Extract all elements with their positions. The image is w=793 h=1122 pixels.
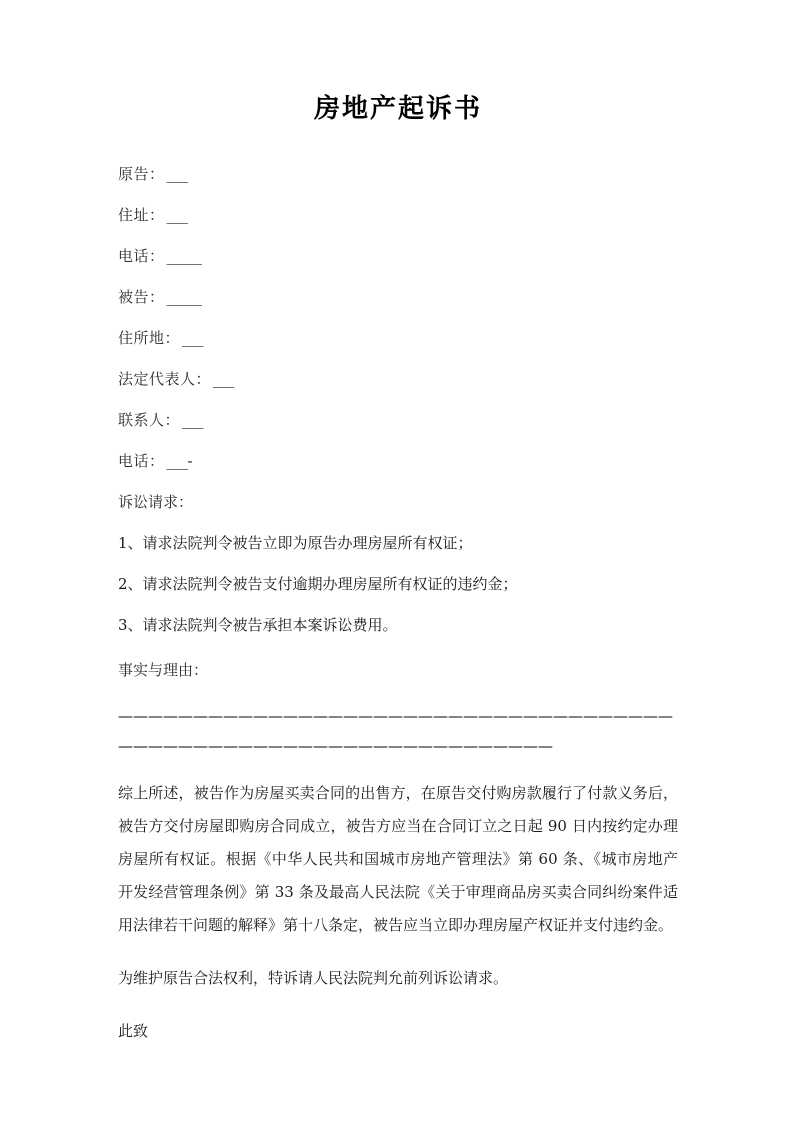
document-content bbox=[118, 0, 678, 1048]
field-label-legal-representative: 法定代表人： bbox=[118, 370, 212, 388]
field-label-plaintiff-phone: 电话： bbox=[118, 247, 165, 265]
field-label-contact-phone: 电话： bbox=[118, 452, 165, 470]
field-label-plaintiff-address: 住址： bbox=[118, 206, 165, 224]
field-label-defendant-address: 住所地： bbox=[118, 329, 181, 347]
body-paragraph: 综上所述，被告作为房屋买卖合同的出售方，在原告交付购房款履行了付款义务后，被告方交付房屋即购房合同成立，被告方应当在合同订立之日起 90 日内按约定办理房屋所有权证。根据《中华人民共和国城市房地产管理法》第 60 条、《城市房地产开发经营管理条例》第 33 条及最高人民法院《关于审理商品房买卖合同纠纷案件适用法律若干问题的解释》第十八条定，被告应当立即办理房屋产权证并支付违约金。 bbox=[118, 784, 678, 934]
page-title: 房地产起诉书 bbox=[313, 94, 482, 124]
claims-heading: 诉讼请求： bbox=[118, 493, 194, 511]
request-paragraph: 为维护原告合法权利，特诉请人民法院判允前列诉讼请求。 bbox=[118, 969, 509, 987]
field-blank-legal-representative[interactable]: ___ bbox=[213, 370, 235, 388]
list-item: 3、请求法院判令被告承担本案诉讼费用。 bbox=[118, 616, 398, 634]
field-row-plaintiff-phone bbox=[118, 236, 678, 277]
field-blank-defendant[interactable]: _____ bbox=[166, 288, 202, 306]
field-blank-contact-phone[interactable]: ___- bbox=[166, 452, 193, 470]
field-blank-plaintiff-phone[interactable]: _____ bbox=[166, 247, 202, 265]
field-blank-contact-person[interactable]: ___ bbox=[182, 411, 204, 429]
field-label-plaintiff: 原告： bbox=[118, 165, 165, 183]
field-blank-plaintiff-address[interactable]: ___ bbox=[166, 206, 188, 224]
list-item: 1、请求法院判令被告立即为原告办理房屋所有权证； bbox=[118, 534, 473, 552]
field-row-plaintiff-address bbox=[118, 195, 678, 236]
field-row-contact-person bbox=[118, 400, 678, 441]
party-fields-block bbox=[118, 154, 678, 482]
field-label-defendant: 被告： bbox=[118, 288, 165, 306]
claims-list bbox=[118, 523, 678, 646]
field-blank-defendant-address[interactable]: ___ bbox=[182, 329, 204, 347]
field-blank-plaintiff[interactable]: ___ bbox=[166, 165, 188, 183]
facts-heading: 事实与理由： bbox=[118, 661, 209, 679]
field-row-defendant-address bbox=[118, 318, 678, 359]
field-row-defendant bbox=[118, 277, 678, 318]
field-row-plaintiff bbox=[118, 154, 678, 195]
field-label-contact-person: 联系人： bbox=[118, 411, 181, 429]
field-row-legal-representative bbox=[118, 359, 678, 400]
blank-rule-line: —————————————————————————————————————————————————————————————————— bbox=[118, 707, 673, 755]
list-item: 2、请求法院判令被告支付逾期办理房屋所有权证的违约金； bbox=[118, 575, 518, 593]
field-row-contact-phone bbox=[118, 441, 678, 482]
sign-off-text: 此致 bbox=[118, 1022, 149, 1040]
